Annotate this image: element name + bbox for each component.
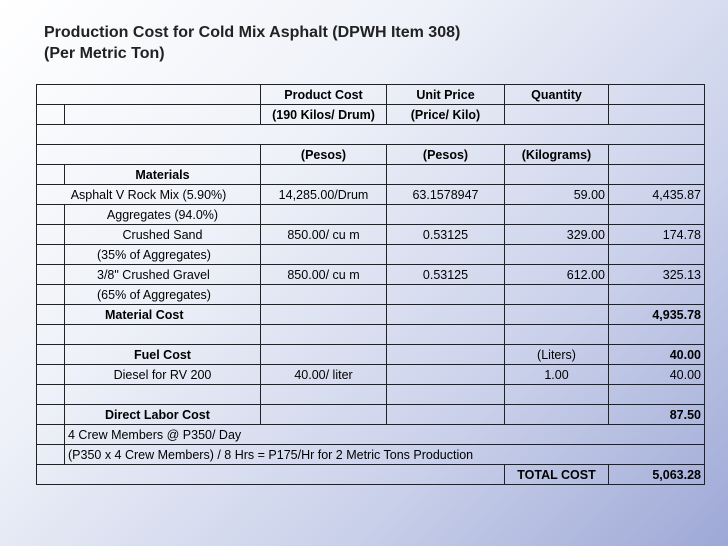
header-pesos-1: (Pesos) xyxy=(261,145,387,165)
header-unit-price-unit: (Price/ Kilo) xyxy=(387,105,505,125)
material-cost-label: Material Cost xyxy=(65,305,261,325)
diesel-total: 40.00 xyxy=(609,365,705,385)
gravel-label: 3/8" Crushed Gravel xyxy=(65,265,261,285)
asphalt-quantity: 59.00 xyxy=(505,185,609,205)
diesel-label: Diesel for RV 200 xyxy=(65,365,261,385)
asphalt-label: Asphalt V Rock Mix (5.90%) xyxy=(37,185,261,205)
material-cost-row xyxy=(37,305,705,325)
header-kilograms: (Kilograms) xyxy=(505,145,609,165)
title-line-1: Production Cost for Cold Mix Asphalt (DPWH Item 308) xyxy=(44,24,461,41)
gravel-product-cost: 850.00/ cu m xyxy=(261,265,387,285)
gravel-quantity: 612.00 xyxy=(505,265,609,285)
gravel-unit-price: 0.53125 xyxy=(387,265,505,285)
sand-total: 174.78 xyxy=(609,225,705,245)
diesel-product-cost: 40.00/ liter xyxy=(261,365,387,385)
labor-cost-row xyxy=(37,405,705,425)
sand-note: (35% of Aggregates) xyxy=(65,245,261,265)
labor-note-2: (P350 x 4 Crew Members) / 8 Hrs = P175/Hr for 2 Metric Tons Production xyxy=(65,445,705,465)
header-row-3 xyxy=(37,145,705,165)
labor-cost-total: 87.50 xyxy=(609,405,705,425)
header-row-2 xyxy=(37,105,705,125)
sand-product-cost: 850.00/ cu m xyxy=(261,225,387,245)
sand-label: Crushed Sand xyxy=(65,225,261,245)
table-row xyxy=(37,205,705,225)
blank-row xyxy=(37,385,705,405)
blank-row xyxy=(37,125,705,145)
asphalt-product-cost: 14,285.00/Drum xyxy=(261,185,387,205)
table-row xyxy=(37,265,705,285)
title-line-2: (Per Metric Ton) xyxy=(44,45,165,62)
total-row xyxy=(37,465,705,485)
labor-note-row xyxy=(37,445,705,465)
table-row xyxy=(37,245,705,265)
fuel-cost-label: Fuel Cost xyxy=(65,345,261,365)
page-title xyxy=(44,22,460,64)
header-row-1 xyxy=(37,85,705,105)
cost-table xyxy=(36,84,705,485)
labor-note-1: 4 Crew Members @ P350/ Day xyxy=(65,425,705,445)
sand-unit-price: 0.53125 xyxy=(387,225,505,245)
sand-quantity: 329.00 xyxy=(505,225,609,245)
header-unit-price: Unit Price xyxy=(387,85,505,105)
fuel-cost-total: 40.00 xyxy=(609,345,705,365)
gravel-total: 325.13 xyxy=(609,265,705,285)
labor-cost-label: Direct Labor Cost xyxy=(65,405,261,425)
header-pesos-2: (Pesos) xyxy=(387,145,505,165)
asphalt-unit-price: 63.1578947 xyxy=(387,185,505,205)
labor-note-row xyxy=(37,425,705,445)
table-row xyxy=(37,285,705,305)
header-product-cost: Product Cost xyxy=(261,85,387,105)
header-quantity: Quantity xyxy=(505,85,609,105)
fuel-unit-label: (Liters) xyxy=(505,345,609,365)
fuel-cost-row xyxy=(37,345,705,365)
materials-heading-row xyxy=(37,165,705,185)
aggregates-label: Aggregates (94.0%) xyxy=(65,205,261,225)
total-cost-value: 5,063.28 xyxy=(609,465,705,485)
diesel-quantity: 1.00 xyxy=(505,365,609,385)
table-row xyxy=(37,185,705,205)
total-cost-label: TOTAL COST xyxy=(505,465,609,485)
blank-row xyxy=(37,325,705,345)
gravel-note: (65% of Aggregates) xyxy=(65,285,261,305)
asphalt-total: 4,435.87 xyxy=(609,185,705,205)
material-cost-total: 4,935.78 xyxy=(609,305,705,325)
materials-heading: Materials xyxy=(65,165,261,185)
table-row xyxy=(37,365,705,385)
table-row xyxy=(37,225,705,245)
header-product-cost-unit: (190 Kilos/ Drum) xyxy=(261,105,387,125)
